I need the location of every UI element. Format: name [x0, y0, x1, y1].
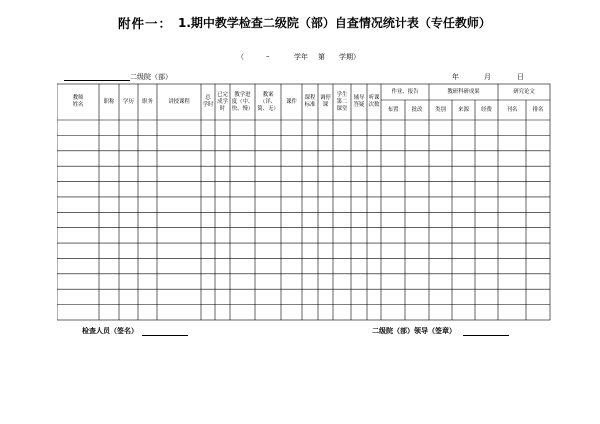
header-research-results: 教研科研成果: [447, 88, 480, 95]
subtitle-dash: –: [266, 52, 270, 60]
header-courses: 讲授课程: [168, 98, 190, 105]
header-title: 职称: [103, 98, 115, 105]
inspector-signature-blank[interactable]: [142, 335, 188, 336]
subtitle-ordinal: 第: [318, 53, 325, 61]
header-position: 职务: [142, 98, 153, 105]
header-total-hours: 总 学时: [202, 95, 214, 108]
header-course-standard: 课程 标准: [304, 95, 316, 108]
header-research-papers: 研究论文: [513, 88, 535, 95]
header-lesson-plan: 教案 （详、 简、无）: [257, 91, 279, 112]
document-title: [0, 14, 600, 34]
header-education: 学历: [123, 98, 134, 105]
month-label: 月: [484, 73, 491, 81]
title-prefix: 附件一：: [118, 16, 173, 31]
header-lecture-count: 听课 次数: [368, 95, 380, 108]
subtitle-open-paren: （: [237, 53, 244, 61]
department-blank[interactable]: [64, 80, 130, 81]
subtitle-school-year: 学年: [294, 53, 308, 61]
header-student-second-class: 学生 第二 课堂: [336, 91, 348, 112]
leader-signature-blank[interactable]: [463, 335, 509, 336]
header-paper-title: 刊名: [506, 106, 518, 113]
header-research-funding: 经费: [481, 106, 492, 113]
statistics-table: [57, 82, 552, 322]
header-guidance-qa: 辅导 答疑: [353, 95, 365, 108]
subtitle-semester: 学期）: [339, 53, 360, 61]
inspector-signature-label: 检查人员（签名）: [82, 327, 138, 335]
day-label: 日: [517, 73, 524, 81]
year-label: 年: [452, 73, 459, 81]
header-paper-rank: 排名: [532, 106, 544, 113]
header-teaching-progress: 教学进 度（中、 快、慢）: [231, 91, 254, 112]
header-research-category: 类别: [435, 106, 446, 113]
header-homework-reports: 作业、报告: [391, 88, 419, 95]
title-main: 1.期中教学检查二级院（部）自查情况统计表（专任教师）: [178, 16, 491, 30]
signature-footer: [0, 326, 600, 340]
header-homework-layout: 布置: [387, 106, 399, 113]
header-completed-hours: 已完 成学 时: [217, 91, 228, 112]
leader-signature-label: 二级院（部）领导（签章）: [372, 327, 456, 335]
header-tutoring: 调停 课: [320, 95, 331, 108]
department-label: 二级院（部）: [130, 73, 172, 81]
header-homework-grading: 批改: [411, 106, 423, 113]
header-research-source: 来源: [458, 106, 469, 113]
header-teacher-name: 教师 姓名: [72, 95, 84, 108]
school-year-line: [0, 52, 600, 64]
header-courseware: 课件: [286, 98, 297, 105]
